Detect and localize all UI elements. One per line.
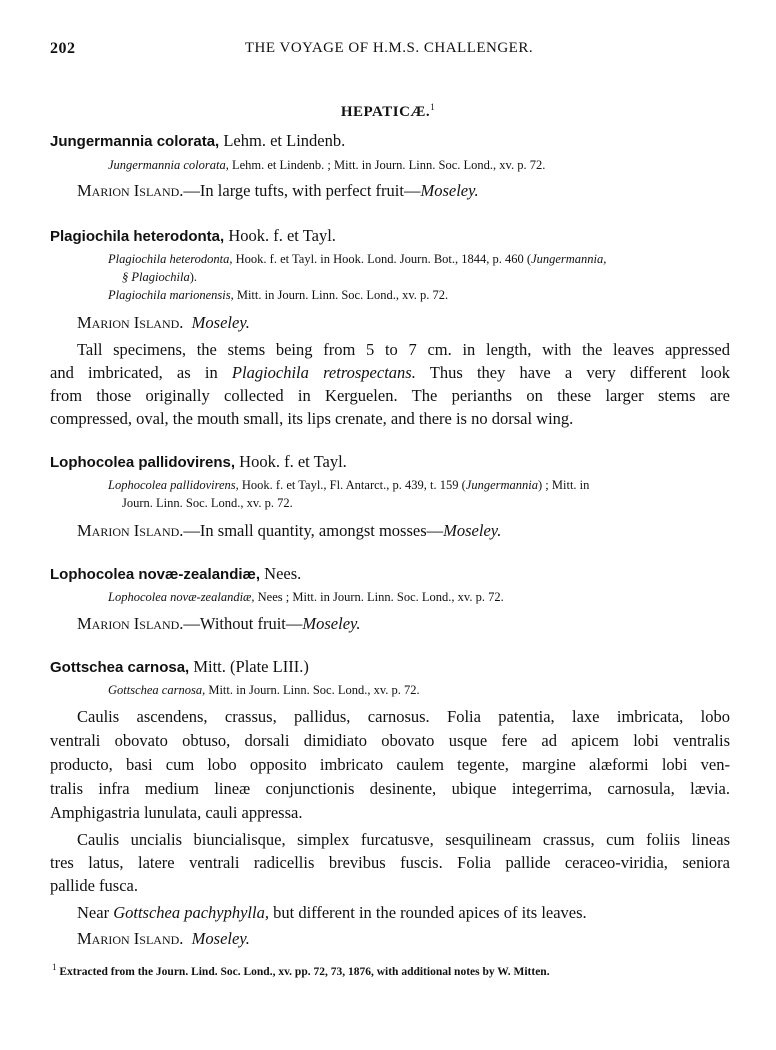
collector: Moseley.: [191, 929, 250, 948]
paragraph-text: Thus they have a very different look: [415, 363, 730, 382]
synonym-line: [108, 478, 589, 493]
page-number: 202: [50, 40, 76, 57]
locality-note: —In small quantity, amongst mosses—: [183, 521, 444, 540]
locality-line: [77, 614, 361, 634]
synonym-continuation: Journ. Linn. Soc. Lond., xv. p. 72.: [122, 496, 293, 510]
synonym-line: [108, 158, 545, 173]
synonym-name: Lophocolea pallidovirens,: [108, 478, 239, 492]
synonym-line: [108, 590, 504, 605]
synonym-line: [108, 252, 606, 267]
paragraph-italic: Plagiochila retrospectans.: [231, 363, 416, 382]
paragraph-line: Tall specimens, the stems being from 5 to 7 cm. in length, with the leaves appressed: [77, 340, 730, 359]
collector: Moseley.: [191, 313, 250, 332]
synonym-reference: Hook. f. et Tayl. in Hook. Lond. Journ. Bot., 1844, p. 460 (: [235, 252, 532, 266]
synonym-reference: Lehm. et Lindenb. ; Mitt. in Journ. Linn. Soc. Lond., xv. p. 72.: [231, 158, 546, 172]
locality-place: Marion Island.: [77, 521, 184, 540]
locality-place: Marion Island.: [77, 313, 184, 332]
species-name: Lophocolea novæ-zealandiæ,: [50, 566, 261, 583]
locality-line: [77, 313, 250, 333]
paragraph-line: from those originally collected in Kerguelen. The perianths on these larger stems are: [50, 386, 730, 405]
note-text: Near: [77, 903, 114, 922]
species-name: Lophocolea pallidovirens,: [50, 454, 236, 471]
section-title: [0, 102, 776, 121]
species-authority: Lehm. et Lindenb.: [223, 131, 346, 150]
synonym-name: Lophocolea novæ-zealandiæ,: [108, 590, 255, 604]
species-heading: [50, 564, 301, 584]
synonym-name: Jungermannia colorata,: [108, 158, 229, 172]
note-text: but different in the rounded apices of its leaves.: [268, 903, 587, 922]
species-authority: Hook. f. et Tayl.: [239, 452, 347, 471]
synonym-reference-italic: Jungermannia,: [531, 252, 607, 266]
synonym-continuation-end: ).: [189, 270, 197, 284]
collector: Moseley.: [302, 614, 361, 633]
synonym-name: Gottschea carnosa,: [108, 683, 206, 697]
locality-note: —Without fruit—: [183, 614, 303, 633]
synonym-continuation: [122, 270, 197, 285]
latin-description-line: pallide fusca.: [50, 876, 138, 895]
locality-place: Marion Island.: [77, 181, 184, 200]
page-header: [50, 40, 728, 64]
latin-description-line: ventrali obovato obtuso, dorsali dimidiato obovato usque fere ad apicem lobi ventralis: [50, 731, 730, 750]
latin-description-line: Amphigastria lunulata, cauli appressa.: [50, 803, 303, 822]
locality-line: [77, 929, 250, 949]
synonym-name: Plagiochila marionensis,: [108, 288, 234, 302]
note-italic: Gottschea pachyphylla,: [113, 903, 269, 922]
species-name: Jungermannia colorata,: [50, 133, 220, 150]
footnote: [52, 962, 550, 978]
section-title-text: HEPATICÆ.: [340, 104, 431, 120]
locality-line: [77, 181, 479, 201]
collector: Moseley.: [420, 181, 479, 200]
locality-place: Marion Island.: [77, 614, 184, 633]
species-heading: [50, 226, 336, 246]
latin-description-line: Caulis ascendens, crassus, pallidus, carnosus. Folia patentia, laxe imbricata, lobo: [77, 707, 730, 726]
locality-note: —In large tufts, with perfect fruit—: [183, 181, 421, 200]
latin-description-line: tralis infra medium lineæ conjunctionis desinente, ubique integerrima, carnosula, lævia.: [50, 779, 730, 798]
synonym-name: Plagiochila heterodonta,: [108, 252, 233, 266]
synonym-reference: Mitt. in Journ. Linn. Soc. Lond., xv. p. 72.: [236, 288, 449, 302]
paragraph-text: and imbricated, as in: [50, 363, 232, 382]
note-line: [77, 903, 587, 923]
synonym-line: [108, 683, 420, 698]
species-authority: Mitt. (Plate LIII.): [193, 657, 309, 676]
latin-description-line: producto, basi cum lobo opposito imbricato caulem tegente, margine alæformi lobi ven-: [50, 755, 730, 774]
collector: Moseley.: [443, 521, 502, 540]
synonym-line: [108, 288, 448, 303]
species-name: Plagiochila heterodonta,: [50, 228, 225, 245]
species-authority: Nees.: [264, 564, 302, 583]
species-heading: [50, 657, 309, 677]
locality-line: [77, 521, 501, 541]
species-heading: [50, 131, 345, 151]
synonym-reference-italic: Jungermannia: [465, 478, 538, 492]
paragraph-line: [50, 363, 730, 383]
species-authority: Hook. f. et Tayl.: [228, 226, 336, 245]
synonym-reference: Mitt. in Journ. Linn. Soc. Lond., xv. p. 72.: [208, 683, 420, 697]
synonym-reference-end: ) ; Mitt. in: [538, 478, 590, 492]
synonym-reference: Nees ; Mitt. in Journ. Linn. Soc. Lond., xv. p. 72.: [257, 590, 504, 604]
synonym-continuation-text: § Plagiochila: [122, 270, 190, 284]
paragraph-line: compressed, oval, the mouth small, its lips crenate, and there is no dorsal wing.: [50, 409, 574, 428]
footnote-text: Extracted from the Journ. Lind. Soc. Lond., xv. pp. 72, 73, 1876, with additional notes by W. Mitten.: [59, 965, 550, 978]
locality-place: Marion Island.: [77, 929, 184, 948]
latin-description-line: Caulis uncialis biuncialisque, simplex furcatusve, sesquilineam crassus, cum foliis lineas: [77, 830, 730, 849]
latin-description-line: tres latus, latere ventrali radicellis brevibus fuscis. Folia pallide ceraceo-viridia, seniora: [50, 853, 730, 872]
synonym-reference: Hook. f. et Tayl., Fl. Antarct., p. 439, t. 159 (: [241, 478, 466, 492]
footnote-mark: 1: [52, 962, 57, 972]
species-name: Gottschea carnosa,: [50, 659, 190, 676]
footnote-mark: 1: [430, 102, 436, 112]
running-title: THE VOYAGE OF H.M.S. CHALLENGER.: [244, 40, 534, 56]
species-heading: [50, 452, 347, 472]
